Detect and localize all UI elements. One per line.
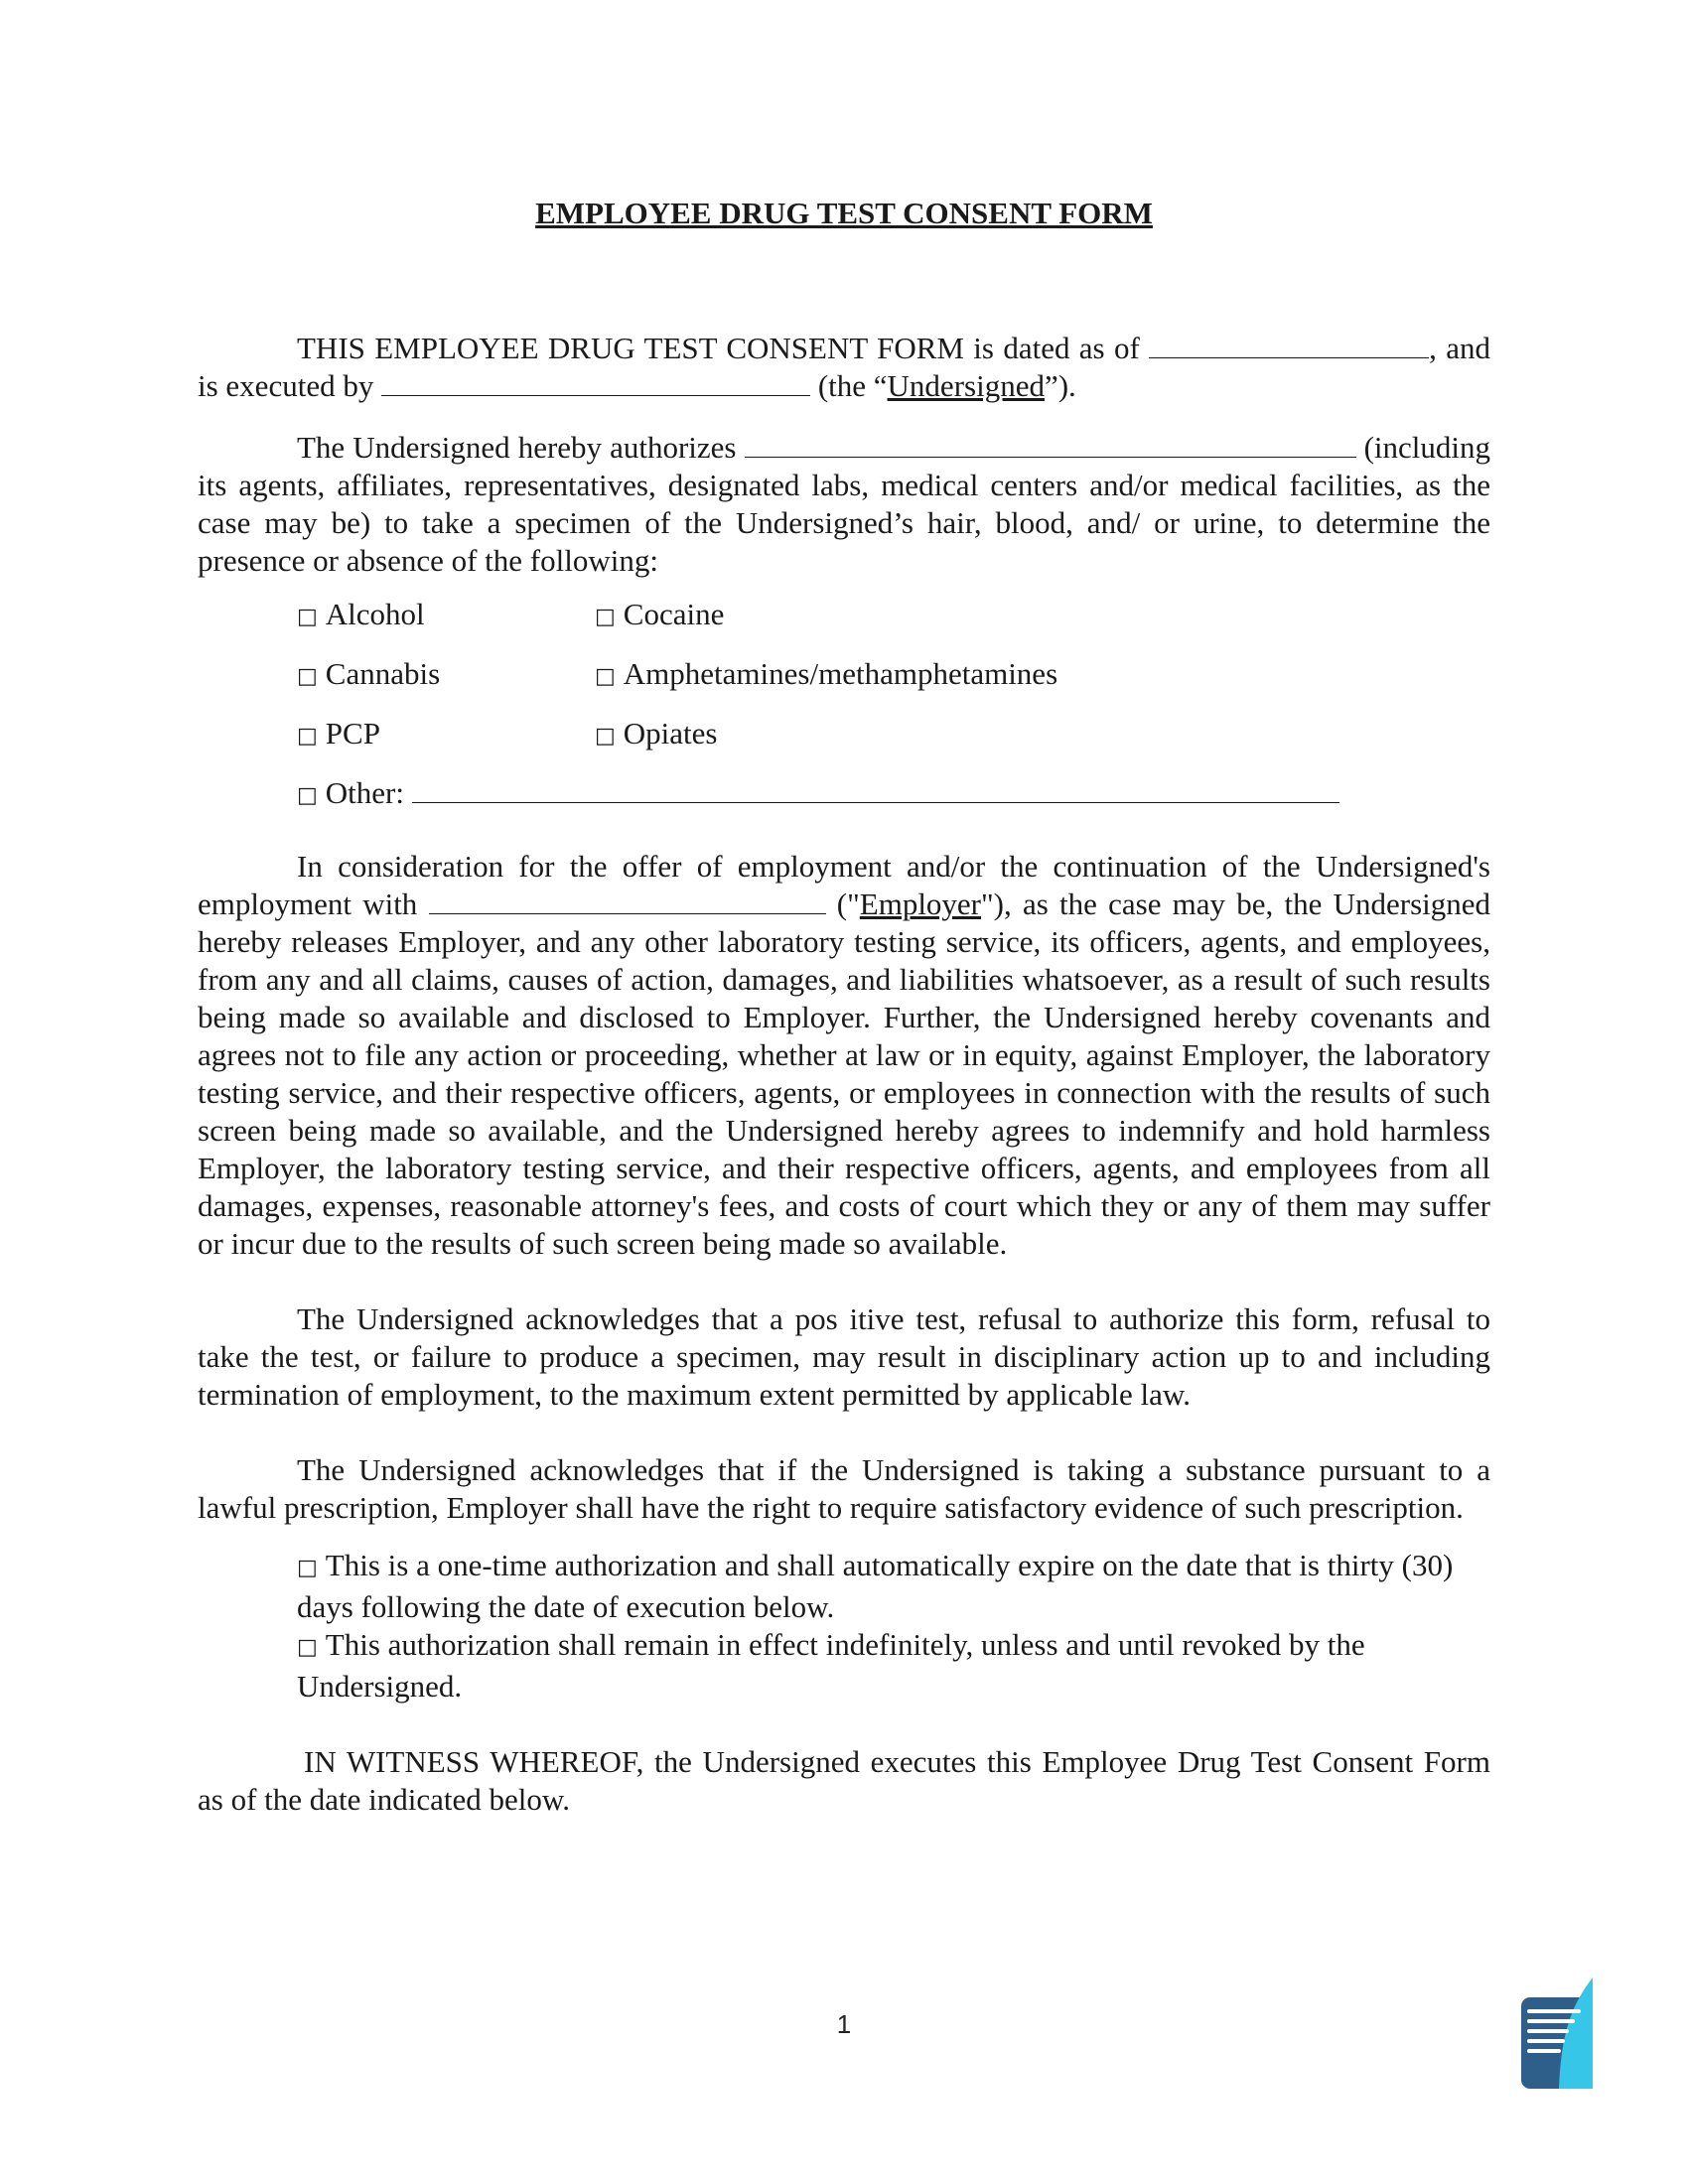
- checkbox-other[interactable]: □ Other:: [297, 774, 1339, 816]
- checkbox-opiates[interactable]: □ Opiates: [595, 716, 718, 751]
- checkbox-alcohol[interactable]: □ Alcohol: [297, 597, 425, 631]
- checkbox-cannabis[interactable]: □ Cannabis: [297, 656, 441, 691]
- checkbox-icon: □: [595, 605, 616, 629]
- document-body: [198, 195, 1490, 1819]
- document-title: EMPLOYEE DRUG TEST CONSENT FORM: [535, 196, 1153, 230]
- undersigned-name-blank[interactable]: [381, 368, 810, 396]
- checkbox-icon: □: [595, 664, 616, 689]
- checkbox-icon: □: [595, 724, 616, 749]
- authorization-paragraph: The Undersigned hereby authorizes (including its agents, affiliates, representatives, designated labs, medical centers and/or medical facilities, as the case may be) to take a specimen of the Undersigned’s hair, blood, and/ or urine, to determine the presence or absence of the following:: [198, 430, 1490, 578]
- authorization-duration-options: [297, 1547, 1490, 1706]
- checkbox-indefinite-authorization[interactable]: □ This authorization shall remain in effect indefinitely, unless and until revoked by the Undersigned.: [297, 1627, 1365, 1704]
- substance-checklist: [297, 596, 1490, 834]
- checkbox-icon: □: [297, 605, 318, 629]
- employer-name-blank[interactable]: [429, 887, 826, 914]
- checkbox-one-time-authorization[interactable]: □ This is a one-time authorization and shall automatically expire on the date that is thirty (30) days following the date of execution below.: [297, 1548, 1454, 1624]
- checkbox-pcp[interactable]: □ PCP: [297, 716, 380, 751]
- checkbox-icon: □: [297, 783, 318, 808]
- checkbox-icon: □: [297, 664, 318, 689]
- page-number: 1: [836, 2009, 852, 2039]
- authorized-party-blank[interactable]: [745, 430, 1356, 458]
- checkbox-amphetamines[interactable]: □ Amphetamines/methamphetamines: [595, 656, 1058, 691]
- checkbox-icon: □: [297, 1635, 318, 1660]
- document-feather-icon: [1521, 1976, 1601, 2091]
- checkbox-icon: □: [297, 1556, 318, 1580]
- release-paragraph: In consideration for the offer of employment and/or the continuation of the Undersigned's employment with ("Employer"), as the case may be, the Undersigned hereby releases Employer, and any other laboratory testing service, its officers, agents, and employees, from any and all claims, causes of action, damages, and liabilities whatsoever, as a result of such results being made so available and disclosed to Employer. Further, the Undersigned hereby covenants and agrees not to file any action or proceeding, whether at law or in equity, against Employer, the laboratory testing service, and their respective officers, agents, or employees in connection with the results of such screen being made so available, and the Undersigned hereby agrees to indemnify and hold harmless Employer, the laboratory testing service, and their respective officers, agents, and employees from all damages, expenses, reasonable attorney's fees, and costs of court which they or any of them may suffer or incur due to the results of such screen being made so available.: [198, 849, 1491, 1261]
- date-blank[interactable]: [1149, 331, 1429, 358]
- prescription-paragraph: The Undersigned acknowledges that if the Undersigned is taking a substance pursuant to a lawful prescription, Employer shall have the right to require satisfactory evidence of such prescription.: [198, 1452, 1490, 1525]
- witness-paragraph: IN WITNESS WHEREOF, the Undersigned executes this Employee Drug Test Consent Form as of the date indicated below.: [198, 1744, 1490, 1817]
- positive-test-paragraph: The Undersigned acknowledges that a pos itive test, refusal to authorize this form, refusal to take the test, or failure to produce a specimen, may result in disciplinary action up to and including termination of employment, to the maximum extent permitted by applicable law.: [198, 1301, 1490, 1412]
- other-substance-blank[interactable]: [412, 775, 1339, 803]
- checkbox-icon: □: [297, 724, 318, 749]
- checkbox-cocaine[interactable]: □ Cocaine: [595, 597, 725, 631]
- date-execution-paragraph: THIS EMPLOYEE DRUG TEST CONSENT FORM is dated as of , and is executed by (the “Undersigned”).: [198, 331, 1490, 403]
